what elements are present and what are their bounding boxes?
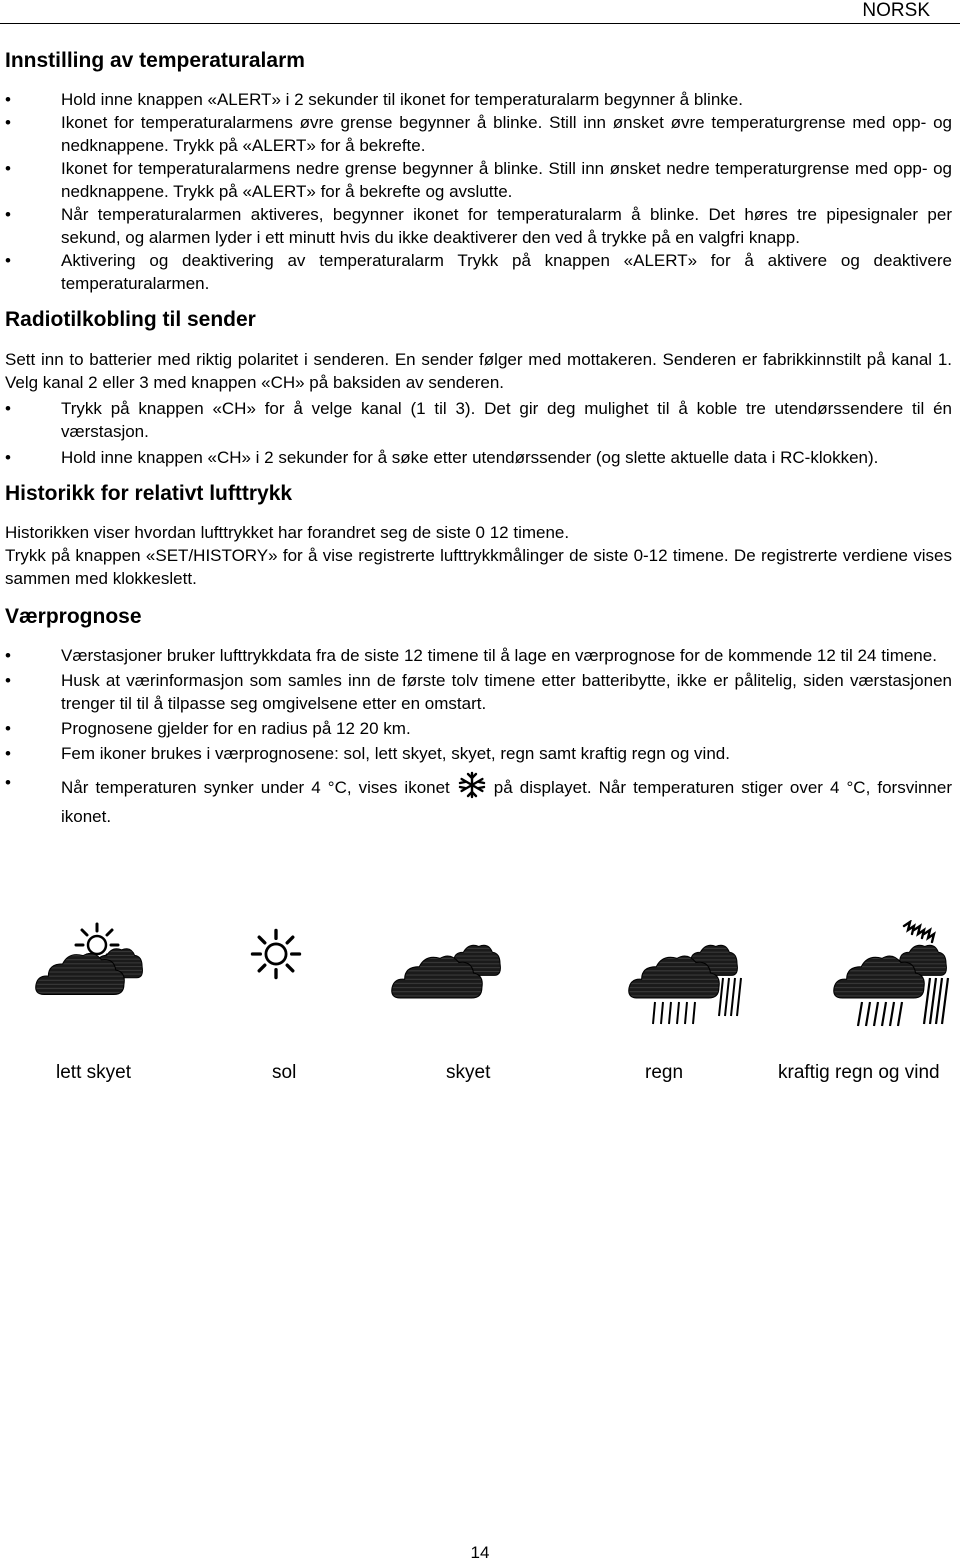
list-item: • Ikonet for temperaturalarmens nedre grense begynner å blinke. Still inn ønsket nedre temperaturgrense med opp- og nedknappene. Trykk på «ALERT» for å bekrefte og avslutte. [5, 157, 952, 203]
list-item [5, 771, 952, 828]
list-item: • Når temperaturalarmen aktiveres, begynner ikonet for temperaturalarm å blinke. Det høres tre pipesignaler per sekund, og alarmen lyder i ett minutt hvis du ikke deaktiverer den ved å trykke på en valgfri knapp. [5, 203, 952, 249]
forecast-label: lett skyet [56, 1062, 131, 1083]
section-title-radio-connection: Radiotilkobling til sender [5, 308, 256, 331]
sun-cloud-icon [30, 920, 150, 1006]
list-item: • Aktivering og deaktivering av temperaturalarm Trykk på knappen «ALERT» for å aktivere og deaktivere temperaturalarmen. [5, 249, 952, 295]
page-header [0, 0, 960, 24]
section-title-temperature-alarm: Innstilling av temperaturalarm [5, 49, 305, 72]
section-title-weather-forecast: Værprognose [5, 605, 142, 628]
pressure-history-paragraph-1: Historikken viser hvordan lufttrykket har forandret seg de siste 0 12 timene. [5, 523, 570, 542]
radio-connection-paragraph: Sett inn to batterier med riktig polaritet i senderen. En sender følger med mottakeren. Senderen er fabrikkinnstilt på kanal 1. Velg kanal 2 eller 3 med knappen «CH» på baksiden av senderen. [5, 350, 952, 392]
sun-icon [248, 926, 304, 988]
list-item: • Fem ikoner brukes i værprognosene: sol, lett skyet, skyet, regn samt kraftig regn og vind. [5, 742, 952, 765]
list-item: • Hold inne knappen «ALERT» i 2 sekunder til ikonet for temperaturalarm begynner å blinke. [5, 88, 952, 111]
forecast-label: regn [645, 1062, 684, 1083]
snow-bullet-text-before: Når temperaturen synker under 4 °C, vises ikonet [61, 778, 450, 797]
list-item: • Hold inne knappen «CH» i 2 sekunder for å søke etter utendørssender (og slette aktuelle data i RC-klokken). [5, 446, 952, 469]
list-item: • Husk at værinformasjon som samles inn de første tolv timene etter batteribytte, ikke er pålitelig, siden værstasjonen trenger til til å tilpasse seg omgivelsene etter en omstart. [5, 669, 952, 715]
weather-forecast-list [5, 644, 952, 828]
snowflake-icon [458, 771, 486, 805]
forecast-label: kraftig regn og vind [778, 1062, 940, 1083]
cloud-icon [388, 934, 508, 1010]
radio-connection-list [5, 397, 952, 469]
rain-icon [625, 934, 745, 1036]
forecast-label: skyet [446, 1062, 491, 1083]
forecast-label: sol [272, 1062, 297, 1083]
forecast-icons-row [0, 920, 960, 1030]
snow-bullet-text-after: på displayet. Når temperaturen stiger over 4 °C, forsvinner ikonet. [61, 778, 952, 826]
storm-rain-icon [828, 920, 956, 1036]
list-item: • Trykk på knappen «CH» for å velge kanal (1 til 3). Det gir deg mulighet til å koble tre utendørssendere til én værstasjon. [5, 397, 952, 443]
language-label: NORSK [862, 0, 930, 21]
list-item: • Værstasjoner bruker lufttrykkdata fra de siste 12 timene til å lage en værprognose for de kommende 12 til 24 timene. [5, 644, 952, 667]
list-item: • Prognosene gjelder for en radius på 12 20 km. [5, 717, 952, 740]
page-number: 14 [470, 1543, 490, 1562]
temperature-alarm-list [5, 88, 952, 295]
pressure-history-paragraph-2: Trykk på knappen «SET/HISTORY» for å vise registrerte lufttrykkmålinger de siste 0-12 timene. De registrerte verdiene vises sammen med klokkeslett. [5, 546, 952, 588]
section-title-pressure-history: Historikk for relativt lufttrykk [5, 482, 293, 505]
document-body [5, 46, 952, 828]
list-item: • Ikonet for temperaturalarmens øvre grense begynner å blinke. Still inn ønsket øvre temperaturgrense med opp- og nedknappene. Trykk på «ALERT» for å bekrefte. [5, 111, 952, 157]
